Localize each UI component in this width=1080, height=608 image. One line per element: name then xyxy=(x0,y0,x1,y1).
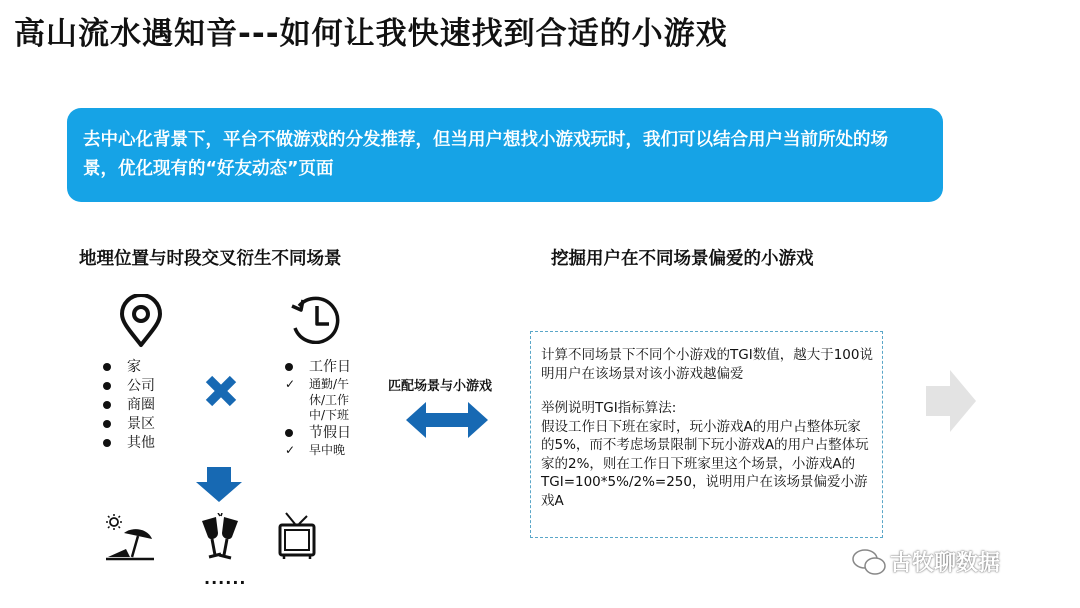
tgi-explanation-box xyxy=(530,331,883,538)
television-icon xyxy=(278,512,316,560)
tgi-definition: 计算不同场景下不同个小游戏的TGI数值，越大于100说明用户在该场景对该小游戏越偏爱 xyxy=(541,347,873,382)
beach-umbrella-icon xyxy=(104,513,156,561)
toast-glasses-icon xyxy=(196,513,244,563)
time-item-workday: 工作日 xyxy=(283,358,373,377)
multiply-icon xyxy=(204,374,238,408)
wechat-icon xyxy=(852,548,886,576)
match-label: 匹配场景与小游戏 xyxy=(388,379,493,394)
left-section-heading: 地理位置与时段交叉衍生不同场景 xyxy=(79,249,342,269)
clock-icon xyxy=(287,296,349,344)
summary-banner xyxy=(67,108,943,202)
place-item: 家 xyxy=(101,358,155,377)
right-section-heading: 挖掘用户在不同场景偏爱的小游戏 xyxy=(551,249,814,269)
location-pin-icon xyxy=(117,294,165,348)
double-arrow-icon xyxy=(406,399,488,441)
place-item: 其他 xyxy=(101,434,155,453)
time-detail: ✓ 早中晚 xyxy=(285,442,346,457)
tgi-example-body: 假设工作日下班在家时，玩小游戏A的用户占整体玩家的5%，而不考虑场景限制下玩小游戏A的用户占整体玩家的2%，则在工作日下班家里这个场景，小游戏A的TGI=100*5%/2%=250，说明用户在该场景偏爱小游戏A xyxy=(541,418,869,509)
arrow-down-icon xyxy=(195,467,243,503)
place-item: 公司 xyxy=(101,377,155,396)
tgi-example-title: 举例说明TGI指标算法: xyxy=(541,400,677,416)
time-item-holiday: 节假日 xyxy=(283,424,373,443)
time-detail: ✓ 通勤/午 休/工作 中/下班 xyxy=(285,377,350,422)
banner-text: 去中心化背景下，平台不做游戏的分发推荐，但当用户想找小游戏玩时，我们可以结合用户当前所处的场景，优化现有的“好友动态”页面 xyxy=(83,130,888,179)
page-title: 高山流水遇知音---如何让我快速找到合适的小游戏 xyxy=(14,16,728,52)
check-icon: ✓ xyxy=(285,377,296,391)
place-item: 商圈 xyxy=(101,396,155,415)
watermark-text: 古牧聊数据 xyxy=(890,551,1001,576)
time-list xyxy=(283,358,373,458)
more-scenes-ellipsis: ...... xyxy=(204,569,247,588)
next-arrow-icon xyxy=(926,370,976,432)
place-list xyxy=(101,358,155,453)
check-icon: ✓ xyxy=(285,442,296,457)
place-item: 景区 xyxy=(101,415,155,434)
